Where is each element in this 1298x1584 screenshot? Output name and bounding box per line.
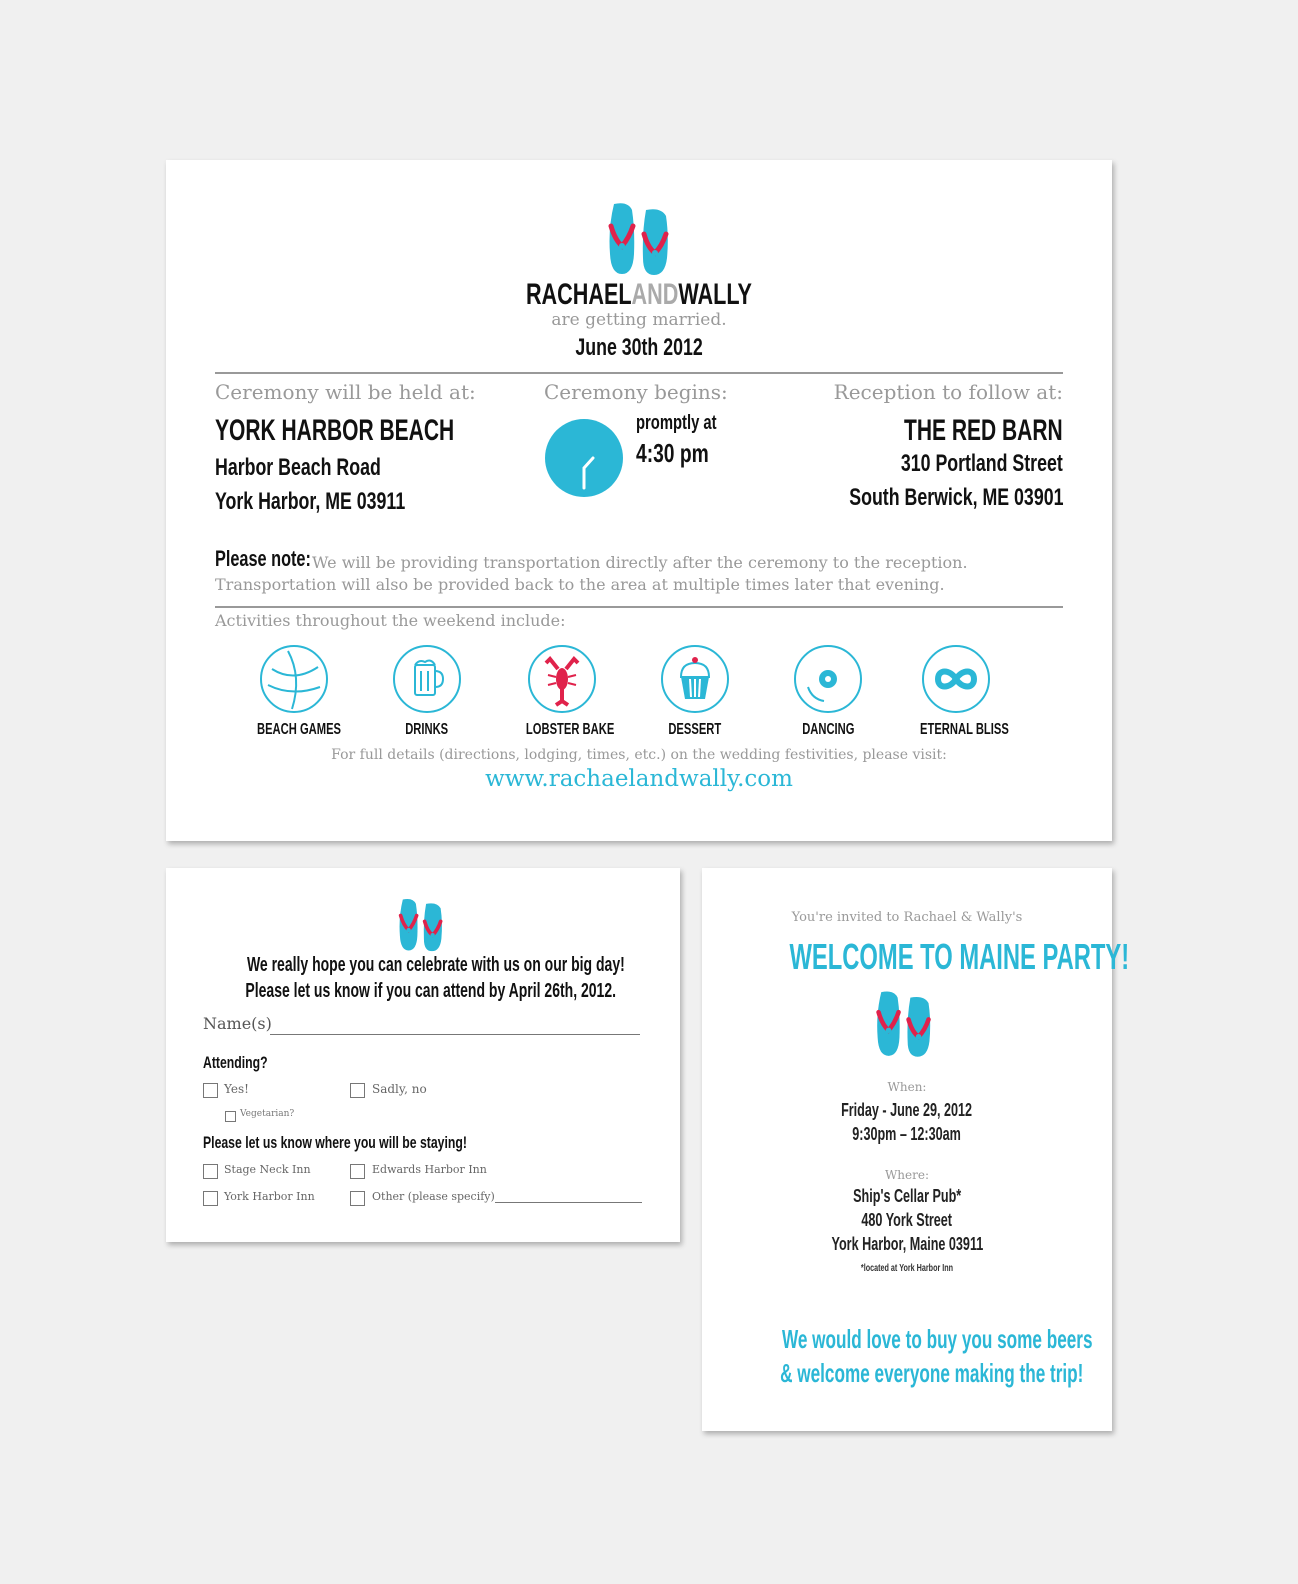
- divider-bottom: [215, 606, 1063, 608]
- ball-icon: [260, 645, 328, 713]
- activity-label: BEACH GAMES: [257, 721, 342, 738]
- note-line-1: We will be providing transportation directly after the ceremony to the reception.: [312, 553, 968, 572]
- where-street: 480 York Street: [861, 1210, 953, 1230]
- details-text: For full details (directions, lodging, times, etc.) on the wedding festivities, please visit:: [331, 747, 947, 763]
- when-date: Friday - June 29, 2012: [841, 1100, 973, 1120]
- beer-mug-icon: [393, 645, 461, 713]
- welcome-party-card: [702, 868, 1130, 1431]
- stage-neck-checkbox[interactable]: [203, 1164, 218, 1179]
- party-title: WELCOME TO MAINE PARTY!: [789, 936, 1130, 977]
- activity-dessert: [640, 645, 750, 739]
- name-wally: WALLY: [678, 278, 753, 311]
- activity-label: ETERNAL BLISS: [920, 721, 1009, 738]
- closing-line-1: We would love to buy you some beers: [781, 1324, 1093, 1354]
- reception-venue: THE RED BARN: [904, 414, 1063, 447]
- activity-lobster-bake: [507, 645, 617, 739]
- vegetarian-label: Vegetarian?: [240, 1109, 295, 1119]
- promptly-text: promptly at: [636, 412, 717, 434]
- note-line-2: Transportation will also be provided back to the area at multiple times later that evening.: [215, 575, 945, 594]
- no-label: Sadly, no: [372, 1082, 427, 1096]
- flip-flops-logo-icon: [606, 202, 672, 276]
- reception-city: South Berwick, ME 03901: [848, 484, 1063, 511]
- activity-beach-games: [239, 645, 349, 739]
- flip-flops-logo-icon: [874, 990, 934, 1058]
- no-checkbox[interactable]: [350, 1083, 365, 1098]
- staying-label: Please let us know where you will be staying!: [203, 1133, 467, 1152]
- name-and: AND: [631, 278, 679, 311]
- activity-label: LOBSTER BAKE: [525, 721, 615, 738]
- attending-label: Attending?: [203, 1053, 268, 1072]
- reception-label: Reception to follow at:: [833, 380, 1063, 404]
- closing-line-2: & welcome everyone making the trip!: [780, 1358, 1084, 1388]
- activity-drinks: [372, 645, 482, 739]
- activity-label: DANCING: [801, 721, 855, 738]
- name-input-line[interactable]: [270, 1034, 640, 1035]
- other-label: Other (please specify): [372, 1190, 495, 1203]
- ceremony-city: York Harbor, ME 03911: [215, 488, 406, 515]
- stage-neck-label: Stage Neck Inn: [224, 1163, 311, 1176]
- edwards-label: Edwards Harbor Inn: [372, 1163, 487, 1176]
- yes-label: Yes!: [224, 1082, 249, 1096]
- vegetarian-checkbox[interactable]: [225, 1111, 236, 1122]
- edwards-checkbox[interactable]: [350, 1164, 365, 1179]
- clock-icon: [544, 418, 624, 498]
- note-label: Please note:: [215, 546, 311, 571]
- flip-flops-logo-icon: [397, 898, 445, 952]
- tagline: are getting married.: [551, 310, 727, 330]
- where-note: *located at York Harbor Inn: [860, 1263, 954, 1274]
- record-icon: [794, 645, 862, 713]
- other-checkbox[interactable]: [350, 1191, 365, 1206]
- reception-street: 310 Portland Street: [901, 450, 1063, 477]
- name-rachael: RACHAEL: [525, 278, 632, 311]
- name-label: Name(s): [203, 1014, 272, 1033]
- lobster-icon: [528, 645, 596, 713]
- when-label: When:: [887, 1080, 927, 1094]
- cupcake-icon: [661, 645, 729, 713]
- invitation-card: [166, 160, 1112, 841]
- activity-dancing: [773, 645, 883, 739]
- rsvp-card: [166, 868, 680, 1242]
- activity-label: DRINKS: [405, 721, 449, 738]
- activity-eternal-bliss: [901, 645, 1011, 739]
- when-time: 9:30pm – 12:30am: [852, 1124, 962, 1144]
- ceremony-venue: YORK HARBOR BEACH: [215, 414, 455, 447]
- activity-label: DESSERT: [668, 721, 722, 738]
- ceremony-label: Ceremony will be held at:: [215, 380, 476, 404]
- where-venue: Ship's Cellar Pub*: [852, 1186, 962, 1206]
- rsvp-line-2: Please let us know if you can attend by April 26th, 2012.: [245, 980, 617, 1002]
- ceremony-street: Harbor Beach Road: [215, 454, 381, 481]
- infinity-icon: [922, 645, 990, 713]
- other-input-line[interactable]: [495, 1202, 642, 1203]
- website-link[interactable]: www.rachaelandwally.com: [485, 766, 793, 792]
- where-label: Where:: [884, 1168, 930, 1182]
- rsvp-line-1: We really hope you can celebrate with us on our big day!: [246, 954, 625, 976]
- where-city: York Harbor, Maine 03911: [831, 1234, 983, 1254]
- wedding-date: June 30th 2012: [575, 334, 703, 361]
- invite-line: You're invited to Rachael & Wally's: [791, 910, 1023, 925]
- ceremony-time: 4:30 pm: [636, 438, 709, 468]
- begins-label: Ceremony begins:: [544, 380, 728, 404]
- divider-top: [215, 372, 1063, 374]
- york-harbor-label: York Harbor Inn: [224, 1190, 315, 1203]
- activities-label: Activities throughout the weekend include:: [215, 611, 566, 630]
- yes-checkbox[interactable]: [203, 1083, 218, 1098]
- couple-names: [166, 278, 1112, 312]
- york-harbor-checkbox[interactable]: [203, 1191, 218, 1206]
